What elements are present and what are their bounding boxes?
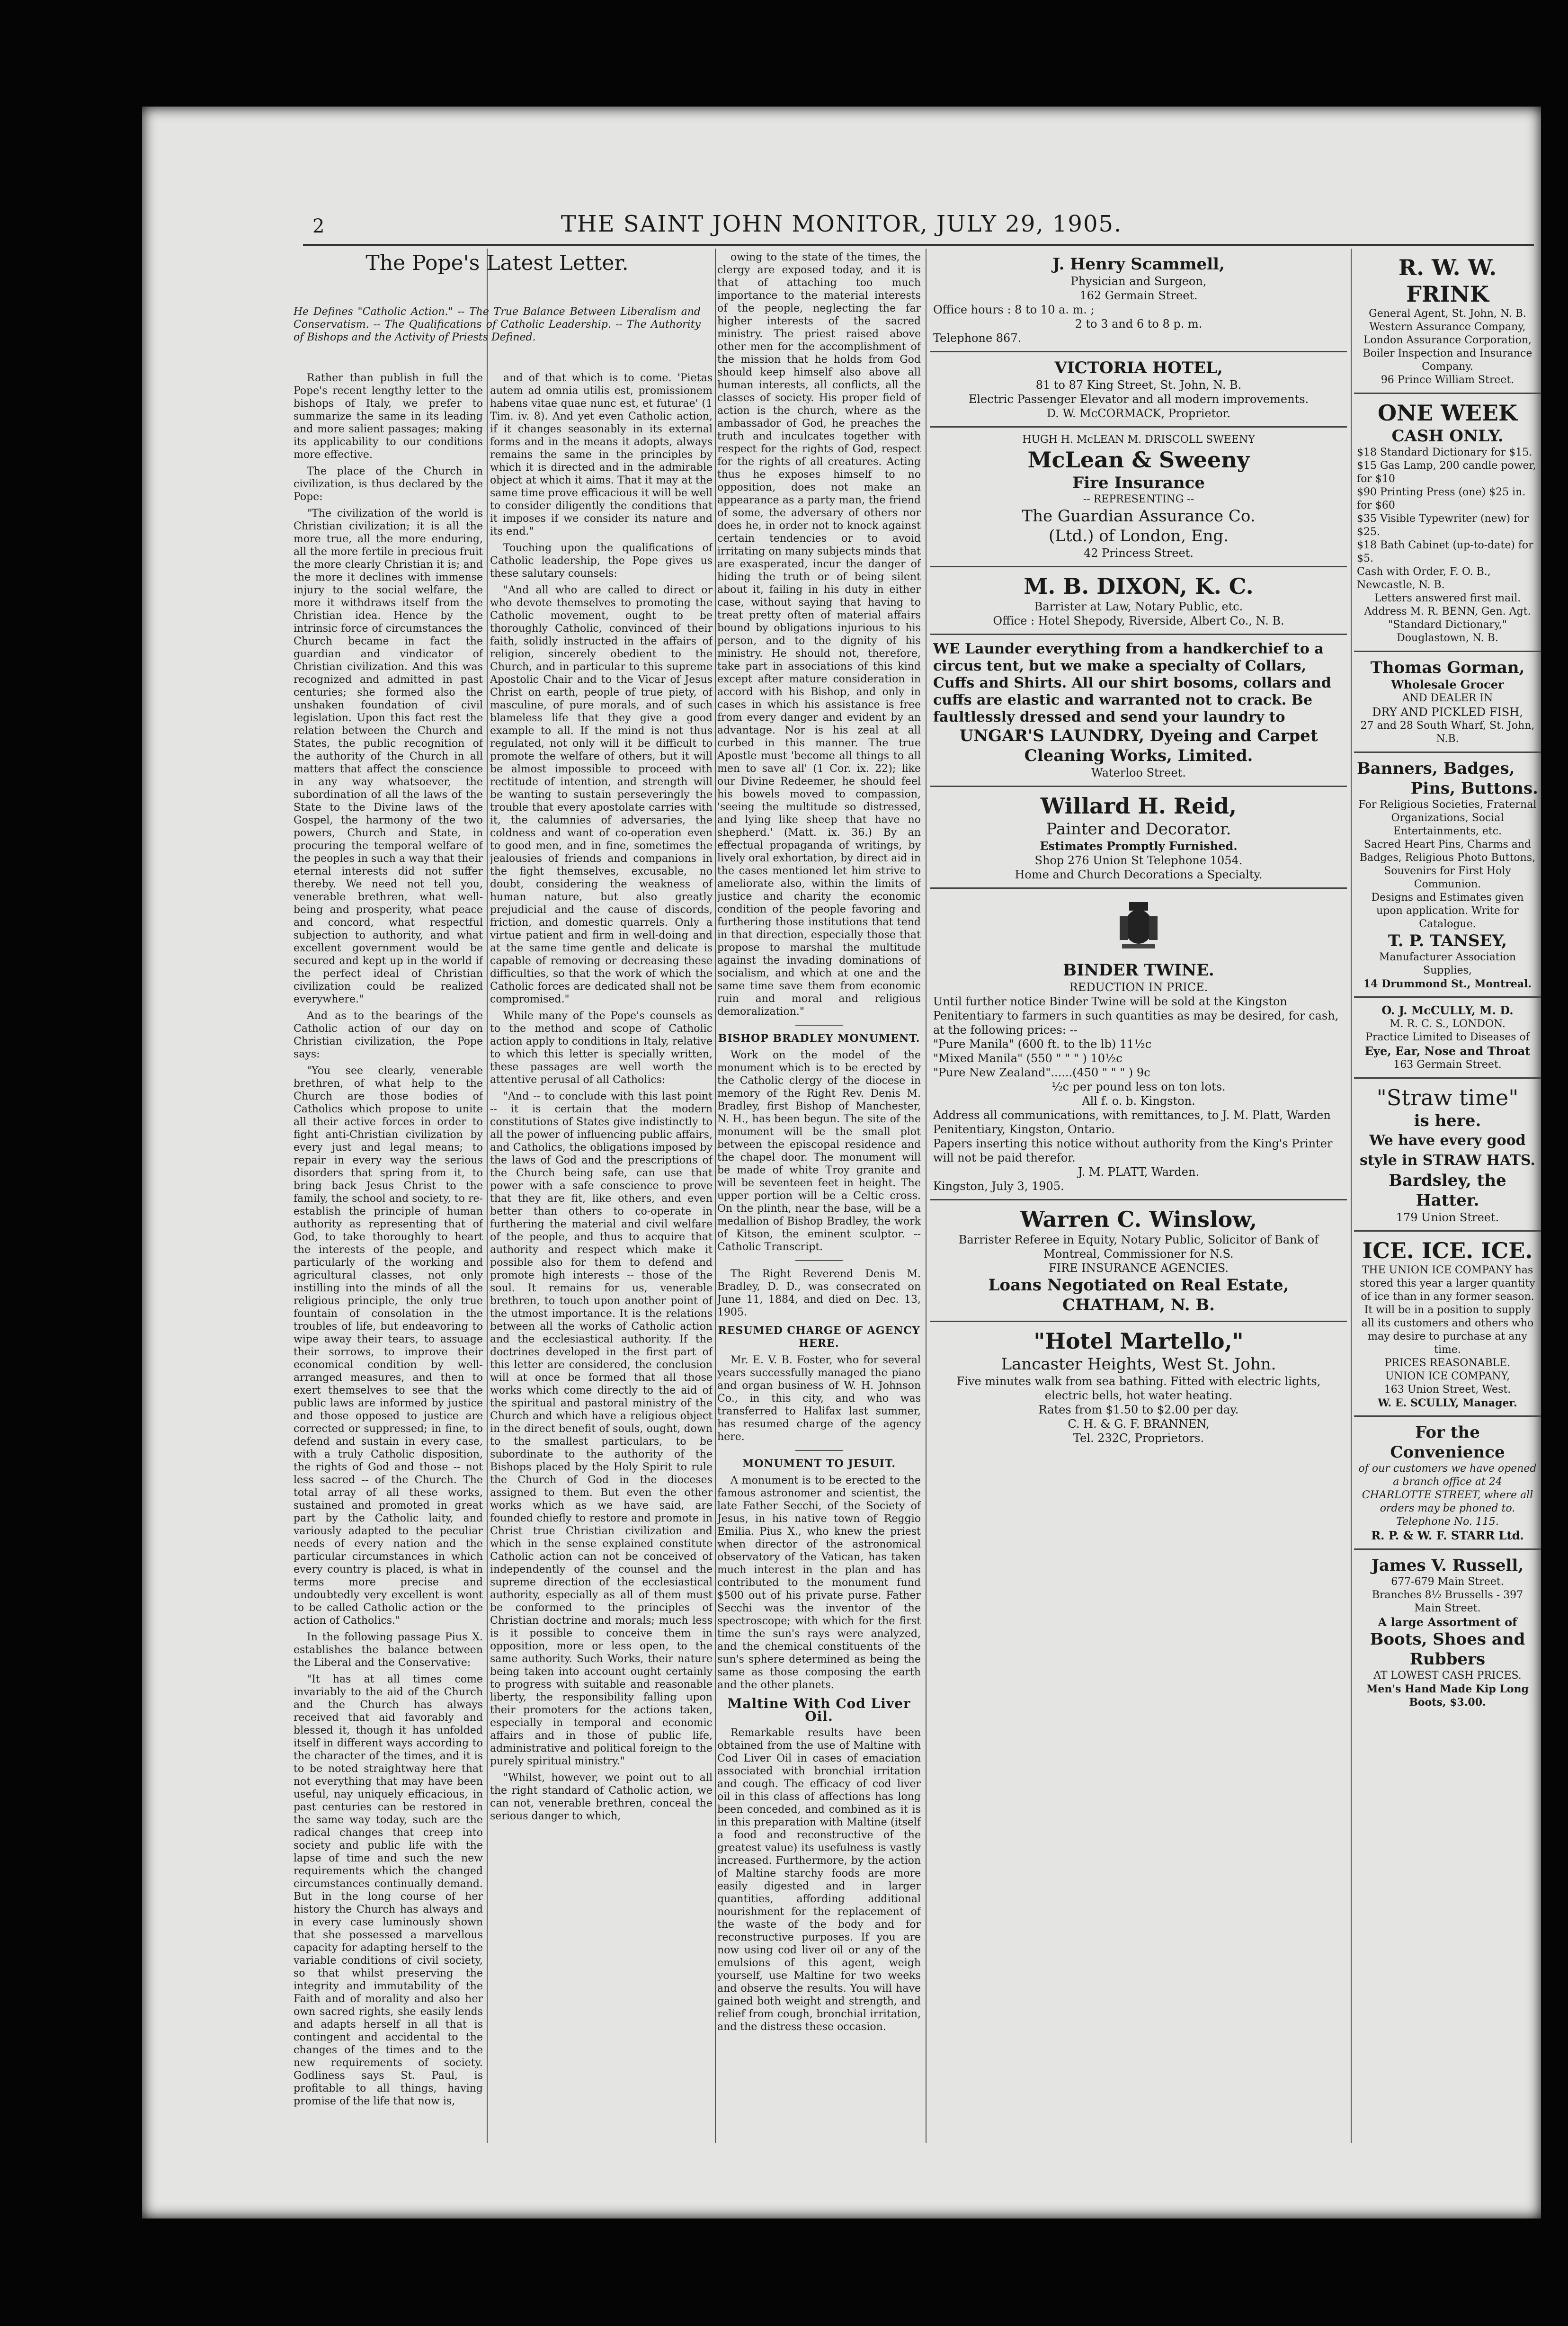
article-column-3	[717, 251, 921, 2169]
column-divider	[1351, 249, 1352, 2143]
article-paragraph: And as to the bearings of the Catholic action of our day on Christian civilization, the Pope says:	[294, 1010, 483, 1060]
article-paragraph: "It has at all times come invariably to the aid of the Church and the Church has always received that aid favorably and blessed it, though it has unfolded itself in different ways according to the character of the times, and it is to be noted straightway here that not everything that may have been useful, nay uniquely efficacious, in past centuries can be restored in the same way today, such are the radical changes that creep into society and public life with the lapse of time and such the new requirements which the changed circumstances continually demand. But in the long course of her history the Church has always and in every case luminously shown that she possessed a marvellous capacity for adapting herself to the variable conditions of civil society, so that whilst preserving the integrity and immutability of the Faith and of morality and also her own sacred rights, she easily lends and adapts herself in all that is contingent and accidental to the changes of the times and to the new requirements of society. Godliness says St. Paul, is profitable to all things, having promise of the life that now is,	[294, 1673, 483, 2107]
monument-heading: BISHOP BRADLEY MONUMENT.	[718, 1032, 920, 1045]
ad-line: Men's Hand Made Kip Long Boots, $3.00.	[1366, 1683, 1529, 1709]
ad-title: Thomas Gorman,	[1370, 658, 1525, 677]
ad-title: Warren C. Winslow,	[1020, 1207, 1257, 1232]
ad-line: Cash with Order, F. O. B., Newcastle, N. B.	[1357, 566, 1491, 591]
ad-line: PRICES REASONABLE.	[1384, 1357, 1511, 1369]
russell-ad	[1354, 1550, 1541, 1715]
masthead	[142, 201, 1541, 244]
article-paragraph: In the following passage Pius X. establishes the balance between the Liberal and the Conservative:	[294, 1631, 483, 1669]
article-headline: The Pope's Latest Letter.	[365, 251, 629, 275]
gorman-ad	[1354, 652, 1541, 753]
winslow-ad	[930, 1200, 1347, 1322]
article-paragraph: Rather than publish in full the Pope's recent lengthy letter to the bishops of Italy, we prefer to summarize the same in its leading and more salient passages; making its applicability to our conditions more effective.	[294, 372, 483, 461]
ad-line: Manufacturer Association Supplies,	[1379, 951, 1516, 976]
ad-line: Fire Insurance	[1072, 474, 1205, 492]
ad-text: WE Launder everything from a handkerchief to a circus tent, but we make a specialty of Collars, Cuffs and Shirts. All our shirt bosoms, collars and cuffs are elastic and warranted not to crack. Be faultlessly dressed and send your laundry to	[933, 641, 1331, 725]
ad-line: Waterloo Street.	[1091, 766, 1186, 779]
agency-text: Mr. E. V. B. Foster, who for several years successfully managed the piano and organ business of W. H. Johnson Co., in this city, and who was transferred to Halifax last summer, has resumed charge of the agency here.	[717, 1354, 921, 1443]
ad-line: CASH ONLY.	[1391, 427, 1504, 446]
ad-title: "Hotel Martello,"	[1033, 1328, 1244, 1354]
ad-line: Five minutes walk from sea bathing. Fitted with electric lights, electric bells, hot water heating.	[956, 1375, 1321, 1402]
ad-line: For Religious Societies, Fraternal Organizations, Social Entertainments, etc.	[1358, 799, 1537, 837]
advertisement-column-right	[1354, 249, 1541, 1715]
article-paragraph: "And -- to conclude with this last point -- it is certain that the modern constitutions of States give indistinctly to all the power of influencing public affairs, and Catholics, the obligations imposed by the laws of God and the prescriptions of the Church being safe, can use that power with a safe conscience to prove that they are fit, like others, and even better than others to co-operate in furthering the material and civil welfare of the people, and thus to acquire that authority and respect which make it possible also for them to defend and promote high interests -- those of the soul. It remains for us, venerable brethren, to touch upon another point of the utmost importance. It is the relations between all the works of Catholic action and the ecclesiastical authority. If the doctrines developed in the first part of this letter are considered, the conclusion will at once be formed that all those works which come directly to the aid of the spiritual and pastoral ministry of the Church and which have a religious object in the direct benefit of souls, ought, down to the smallest particulars, to be subordinate to the authority of the Bishops placed by the Holy Spirit to rule the Church of God in the dioceses assigned to them. But even the other works which as we have said, are founded chiefly to restore and promote in Christ true Christian civilization and which in the sense explained constitute Catholic action can not be conceived of independently of the counsel and the supreme direction of the ecclesiastical authority, especially as all of them must be conformed to the principles of Christian doctrine and morals; much less is it possible to conceive them in opposition, more or less open, to the same authority. Such Works, their nature being taken into account ought certainly to progress with suitable and reasonable liberty, the responsibility falling upon their promoters for the actions taken, especially in temporal and economic affairs and in those of public life, administrative and political foreign to the purely spiritual ministry."	[490, 1091, 713, 1767]
ad-line: M. R. C. S., LONDON.	[1390, 1018, 1506, 1030]
ad-line: General Agent, St. John, N. B.	[1369, 308, 1526, 320]
ad-line: Office hours : 8 to 10 a. m. ;	[933, 303, 1095, 316]
article-deck: He Defines "Catholic Action." -- The True Balance Between Liberalism and Conservatism. -- The Qualifications of Catholic Leadership. -- The Authority of Bishops and the Activity of Priests Defined.	[294, 306, 701, 343]
ad-line: HUGH H. McLEAN M. DRISCOLL SWEENY	[1022, 434, 1255, 446]
ad-line: $18 Bath Cabinet (up-to-date) for $5.	[1357, 539, 1533, 564]
ad-line: ½c per pound less on ton lots.	[1051, 1080, 1226, 1093]
ad-line: The Guardian Assurance Co.	[1022, 507, 1256, 526]
ad-line: Lancaster Heights, West St. John.	[1001, 1355, 1276, 1374]
ad-line: Designs and Estimates given upon application. Write for Catalogue.	[1371, 892, 1524, 930]
ad-title: T. P. TANSEY,	[1388, 931, 1507, 950]
ad-line: C. H. & G. F. BRANNEN,	[1068, 1417, 1210, 1431]
binder-twine-ad	[930, 889, 1347, 1200]
ad-line: of our customers we have opened a branch office at 24 CHARLOTTE STREET, where all orders may be phoned to. Telephone No. 115.	[1358, 1463, 1537, 1528]
ad-title: Bardsley, the Hatter.	[1389, 1171, 1506, 1210]
ad-title: McLean & Sweeny	[1027, 447, 1250, 473]
article-paragraph: owing to the state of the times, the clergy are exposed today, and it is that of attaching too much importance to the material interests of the people, neglecting the far higher interests of the sacred ministry. The priest raised above other men for the accomplishment of the mission that he holds from God should keep himself also above all human interests, all conflicts, all the classes of society. His proper field of action is the church, where as the ambassador of God, he preaches the truth and inculcates together with respect for the rights of God, respect for the rights of all creatures. Acting thus he exposes himself to no opposition, does not make an appearance as a party man, the friend of some, the adversary of others nor does he, in order not to knock against certain tendencies or to avoid irritating on many subjects minds that are exasperated, incur the danger of hiding the truth or of being silent about it, failing in his duty in either case, without saying that having to treat pretty often of material affairs bound by obligations injurious to his person, and to the dignity of his ministry. He should not, therefore, take part in associations of this kind except after mature consideration in accord with his Bishop, and only in cases in which his assistance is free from every danger and evident by an advantage. Nor is his zeal at all curbed in this manner. The true Apostle must 'become all things to all men to save all' (1 Cor. ix. 22); like our Divine Redeemer, he should feel his bowels moved to compassion, 'seeing the multitude so distressed, and lying like sheep that have no shepherd.' (Matt. ix. 36.) By an effectual propaganda of writings, by lively oral exhortation, by direct aid in the cases mentioned let him strive to ameliorate also, within the limits of justice and charity the economic condition of the people favoring and furthering those institutions that tend in that direction, especially those that propose to marshal the multitude against the invading dominations of socialism, and which at one and the same time save them from economic ruin and moral and religious demoralization."	[717, 251, 921, 1018]
one-week-ad	[1354, 394, 1541, 652]
ad-line: 96 Prince William Street.	[1381, 374, 1515, 386]
ad-line: "Mixed Manila" (550 " " " ) 10½c	[933, 1052, 1123, 1065]
ad-line: 27 and 28 South Wharf, St. John, N.B.	[1360, 720, 1535, 745]
ad-line: 163 Union Street, West.	[1384, 1384, 1511, 1396]
ad-line: Physician and Surgeon,	[1070, 275, 1207, 288]
ad-line: DRY AND PICKLED FISH,	[1372, 706, 1523, 719]
ad-line: Estimates Promptly Furnished.	[1040, 839, 1238, 853]
ad-title: Banners, Badges,	[1357, 759, 1515, 778]
ad-line: Letters answered first mail. Address M. R. BENN, Gen. Agt. "Standard Dictionary," Douglastown, N. B.	[1364, 592, 1531, 644]
bardsley-ad	[1354, 1079, 1541, 1232]
maltine-heading: Maltine With Cod Liver Oil.	[727, 1696, 911, 1724]
ad-line: 81 to 87 King Street, St. John, N. B.	[1035, 378, 1242, 392]
ad-line: Shop 276 Union St Telephone 1054.	[1034, 854, 1243, 867]
ad-line: FIRE INSURANCE AGENCIES.	[1048, 1261, 1229, 1275]
ad-title: UNGAR'S LAUNDRY, Dyeing and Carpet Cleaning Works, Limited.	[959, 726, 1318, 765]
ad-line: Painter and Decorator.	[1046, 820, 1231, 839]
ad-line: 42 Princess Street.	[1083, 546, 1194, 560]
ad-line: CHATHAM, N. B.	[1062, 1296, 1215, 1315]
convenience-ad	[1354, 1417, 1541, 1550]
ad-line: $15 Gas Lamp, 200 candle power, for $10	[1357, 460, 1536, 485]
ad-title: ICE. ICE. ICE.	[1362, 1238, 1533, 1263]
ad-line: Kingston, July 3, 1905.	[933, 1180, 1064, 1193]
dixon-ad	[930, 567, 1347, 635]
ad-line: 677-679 Main Street.	[1391, 1576, 1504, 1588]
article-paragraph: "Whilst, however, we point out to all the right standard of Catholic action, we can not, venerable brethren, conceal the serious danger to which,	[490, 1772, 713, 1822]
ad-line: Branches 8½ Brussells - 397 Main Street.	[1372, 1589, 1523, 1614]
ad-title: BINDER TWINE.	[1063, 961, 1214, 980]
ad-line: UNION ICE COMPANY,	[1385, 1370, 1510, 1382]
ad-title: R. W. W. FRINK	[1398, 255, 1497, 307]
ad-line: AND DEALER IN	[1402, 692, 1493, 704]
victoria-hotel-ad	[930, 352, 1347, 428]
ad-line: is here.	[1414, 1111, 1481, 1130]
ad-line: Western Assurance Company, London Assurance Corporation, Boiler Inspection and Insurance Company.	[1363, 321, 1532, 373]
newspaper-page	[142, 107, 1541, 2219]
mccully-ad	[1354, 998, 1541, 1079]
ad-line: Telephone 867.	[933, 331, 1022, 345]
article-paragraph: "You see clearly, venerable brethren, of what help to the Church are those bodies of Catholics which propose to unite all their active forces in order to fight anti-Christian civilization by every just and legal means; to repair in every way the serious disorders that spring from it, to bring back Jesus Christ to the family, the school and society, to re-establish the principle of human authority as representing that of God, to take thoroughly to heart the interests of the people, and particularly of the working and agricultural classes, not only instilling into the minds of all the religious principle, the only true fountain of consolation in the troubles of life, but endeavoring to wipe away their tears, to assuage their sorrows, to improve their economical condition by well-arranged measures, and then to exert themselves to see that the public laws are informed by justice and those opposed to justice are corrected or suppressed; in fine, to defend and sustain in every case, with a truly Catholic disposition, the rights of God and those -- not less sacred -- of the Church. The total array of all these works, sustained and promoted in great part by the Catholic laity, and variously adapted to the peculiar needs of every nation and the particular circumstances in which every country is placed, is what in terms more precise and undoubtedly very excellent is wont to be called Catholic action or the action of Catholics."	[294, 1065, 483, 1627]
ad-line: We have every good style in STRAW HATS.	[1360, 1132, 1535, 1169]
ad-line: Practice Limited to Diseases of	[1365, 1031, 1530, 1043]
ad-line: "Pure New Zealand"......(450 " " " ) 9c	[933, 1066, 1150, 1079]
bradley-note: The Right Reverend Denis M. Bradley, D. D., was consecrated on June 11, 1884, and died on Dec. 13, 1905.	[717, 1268, 921, 1318]
ad-line: J. M. PLATT, Warden.	[1078, 1165, 1200, 1179]
ad-line: R. P. & W. F. STARR Ltd.	[1371, 1529, 1524, 1542]
scammell-ad	[930, 249, 1347, 352]
article-paragraph: and of that which is to come. 'Pietas autem ad omnia utilis est, promissionem habens vitae quae nunc est, et futurae' (1 Tim. iv. 8). And yet even Catholic action, if it changes seasonably in its external forms and in the means it adopts, always remains the same in the principles by which it is directed and in the admirable object at which it aims. That it may at the same time prove efficacious it will be well to consider diligently the conditions that it imposes if we consider its nature and its end."	[490, 372, 713, 537]
union-ice-ad	[1354, 1232, 1541, 1417]
separator	[795, 1025, 843, 1026]
column-divider	[926, 249, 927, 2143]
ad-title: James V. Russell,	[1371, 1556, 1524, 1575]
ad-title: Pins, Buttons.	[1410, 779, 1538, 798]
ad-line: Eye, Ear, Nose and Throat	[1364, 1044, 1531, 1058]
ad-line: Address all communications, with remittances, to J. M. Platt, Warden Penitentiary, Kingston, Ontario.	[933, 1109, 1331, 1136]
ad-title: "Straw time"	[1376, 1085, 1519, 1110]
article-paragraph: "And all who are called to direct or who devote themselves to promoting the Catholic movement, ought to be thoroughly Catholic, convinced of their faith, solidly instructed in the affairs of religion, sincerely obedient to the Church, and in particular to this supreme Apostolic Chair and to the Vicar of Jesus Christ on earth, people of true piety, of masculine, of pure morals, and of such blameless life that they give a good example to all. If the mind is not thus regulated, not only will it be difficult to promote the welfare of others, but it will be almost impossible to proceed with rectitude of intention, and strength will be wanting to sustain perseveringly the trouble that every apostolate carries with it, the calumnies of adversaries, the coldness and want of co-operation even to good men, and in fine, sometimes the jealousies of friends and companions in the fight themselves, excusable, no doubt, considering the weakness of human nature, but also greatly prejudicial and the cause of discords, friction, and domestic quarrels. Only a virtue patient and firm in well-doing and at the same time gentle and delicate is capable of removing or decreasing these difficulties, so that the work of which the Catholic forces are dedicated shall not be compromised."	[490, 584, 713, 1005]
ad-line: 179 Union Street.	[1396, 1211, 1499, 1224]
reid-ad	[930, 787, 1347, 889]
article-paragraph: "The civilization of the world is Christian civilization; it is all the more true, all the more enduring, all the more fertile in precious fruit the more clearly Christian it is; and the more it declines with immense injury to the social welfare, the more it withdraws itself from the Christian idea. Hence by the intrinsic force of circumstances the Church became in fact the guardian and vindicator of Christian civilization. And this was recognized and admitted in past centuries; she formed also the unshaken foundation of civil legislation. Upon this fact rest the relation between the Church and States, the public recognition of the authority of the Church in all matters that affect the conscience in any way whatsoever, the subordination of all the laws of the State to the Divine laws of the Gospel, the harmony of the two powers, Church and State, in procuring the temporal welfare of the peoples in such a way that their eternal interests did not suffer thereby. We need not tell you, venerable brethren, what well-being and prosperity, what peace and concord, what respectful subjection to authority, and what excellent government would be secured and kept up in the world if the perfect ideal of Christian civilization could be realized everywhere."	[294, 508, 483, 1005]
ad-line: AT LOWEST CASH PRICES.	[1373, 1670, 1522, 1682]
ad-line: THE UNION ICE COMPANY has stored this year a larger quantity of ice than in any former season. It will be in a position to supply all its customers and others who may desire to purchase at any time.	[1360, 1264, 1535, 1356]
article-column-3-body	[717, 251, 921, 1018]
ad-line: -- REPRESENTING --	[1083, 493, 1194, 505]
ad-line: Loans Negotiated on Real Estate,	[988, 1276, 1289, 1295]
ad-line: Home and Church Decorations a Specialty.	[1015, 868, 1263, 881]
ad-line: Barrister Referee in Equity, Notary Public, Solicitor of Bank of Montreal, Commissioner for N.S.	[958, 1233, 1319, 1261]
ad-title: VICTORIA HOTEL,	[1054, 358, 1223, 377]
ad-line: 162 Germain Street.	[1079, 289, 1198, 302]
ad-line: Papers inserting this notice without authority from the King's Printer will not be paid therefor.	[933, 1137, 1333, 1164]
ad-line: $35 Visible Typewriter (new) for $25.	[1357, 513, 1529, 538]
ad-line: W. E. SCULLY, Manager.	[1378, 1397, 1517, 1409]
article-column-1-body	[294, 372, 483, 2166]
ad-line: A large Assortment of	[1378, 1615, 1517, 1629]
ad-line: D. W. McCORMACK, Proprietor.	[1046, 407, 1231, 420]
ad-line: Tel. 232C, Proprietors.	[1073, 1431, 1204, 1445]
ad-line: Office : Hotel Shepody, Riverside, Albert Co., N. B.	[993, 614, 1284, 627]
article-deck-box	[294, 305, 701, 362]
agency-heading: RESUMED CHARGE OF AGENCY HERE.	[718, 1324, 920, 1350]
ad-line: Electric Passenger Elevator and all modern improvements.	[968, 393, 1309, 406]
tansey-ad	[1354, 753, 1541, 998]
ad-line: Until further notice Binder Twine will be sold at the Kingston Penitentiary to farmers in such quantities as may be desired, for cash, at the following prices: --	[933, 995, 1339, 1037]
masthead-rule	[303, 244, 1534, 246]
article-column-2-body	[490, 372, 713, 2166]
page-number: 2	[312, 215, 325, 237]
article-paragraph: The place of the Church in civilization, is thus declared by the Pope:	[294, 465, 483, 503]
column-divider	[715, 249, 716, 2143]
article-paragraph: Touching upon the qualifications of Catholic leadership, the Pope gives us these salutary counsels:	[490, 542, 713, 580]
royal-crest-icon	[1110, 897, 1167, 954]
ad-title: Willard H. Reid,	[1040, 793, 1237, 819]
ad-line: 163 Germain Street.	[1393, 1059, 1502, 1071]
ad-line: Sacred Heart Pins, Charms and Badges, Religious Photo Buttons, Souvenirs for First Holy Communion.	[1359, 839, 1536, 890]
separator	[795, 1450, 843, 1451]
ad-title: J. Henry Scammell,	[1052, 255, 1225, 274]
ad-line: 2 to 3 and 6 to 8 p. m.	[1075, 317, 1203, 331]
jesuit-text: A monument is to be erected to the famous astronomer and scientist, the late Father Secchi, of the Society of Jesus, in his native town of Reggio Emilia. Pius X., who knew the priest when director of the astronomical observatory of the Vatican, has taken much interest in the plan and has contributed to the monument fund $500 out of his private purse. Father Secchi was the inventor of the spectroscope; with which for the first time the sun's rays were analyzed, and the chemical constituents of the sun's sphere determined as being the same as those composing the earth and the other planets.	[717, 1475, 921, 1691]
jesuit-heading: MONUMENT TO JESUIT.	[742, 1458, 896, 1470]
advertisement-column-middle	[930, 249, 1347, 1451]
monument-text: Work on the model of the monument which is to be erected by the Catholic clergy of the diocese in memory of the Right Rev. Denis M. Bradley, first Bishop of Manchester, N. H., has been begun. The site of the monument will be the small plot between the episcopal residence and the chapel door. The monument will be made of white Troy granite and will be seventeen feet in height. The upper portion will be a Celtic cross. On the plinth, near the base, will be a medallion of Bishop Bradley, the work of Kitson, the eminent sculptor. -- Catholic Transcript.	[717, 1049, 921, 1253]
article-paragraph: While many of the Pope's counsels as to the method and scope of Catholic action apply to conditions in Italy, relative to which this letter is specially written, these passages are well worth the attentive perusal of all Catholics:	[490, 1010, 713, 1086]
ad-line: Rates from $1.50 to $2.00 per day.	[1038, 1403, 1239, 1416]
ad-title: Boots, Shoes and Rubbers	[1370, 1630, 1525, 1669]
ungar-laundry-ad	[930, 635, 1347, 787]
ad-line: All f. o. b. Kingston.	[1082, 1094, 1195, 1108]
ad-line: REDUCTION IN PRICE.	[1069, 981, 1208, 994]
ad-line: 14 Drummond St., Montreal.	[1363, 978, 1532, 990]
ad-title: For the Convenience	[1390, 1423, 1505, 1462]
ad-line: $90 Printing Press (one) $25 in. for $60	[1357, 486, 1526, 511]
newspaper-title: THE SAINT JOHN MONITOR, JULY 29, 1905.	[561, 211, 1123, 237]
ad-line: (Ltd.) of London, Eng.	[1049, 527, 1229, 546]
ad-title: O. J. McCULLY, M. D.	[1381, 1003, 1514, 1017]
maltine-text: Remarkable results have been obtained from the use of Maltine with Cod Liver Oil in cases of emaciation associated with bronchial irritation and cough. The efficacy of cod liver oil in this class of affections has long been conceded, and combined as it is in this preparation with Maltine (itself a food and reconstructive of the greatest value) its usefulness is vastly increased. Furthermore, by the action of Maltine starchy foods are more easily digested and in larger quantities, affording additional nourishment for the replacement of the waste of the body and for reconstructive purposes. If you are now using cod liver oil or any of the emulsions of this agent, weigh yourself, use Maltine for two weeks and observe the results. You will have gained both weight and strength, and relief from cough, bronchial irritation, and the distress these occasion.	[717, 1727, 921, 2033]
martello-ad	[930, 1322, 1347, 1451]
ad-line: "Pure Manila" (600 ft. to the lb) 11½c	[933, 1038, 1152, 1051]
ad-line: Wholesale Grocer	[1391, 678, 1504, 691]
ad-line: Barrister at Law, Notary Public, etc.	[1034, 600, 1243, 613]
frink-ad	[1354, 249, 1541, 394]
mclean-sweeny-ad	[930, 428, 1347, 567]
ad-title: ONE WEEK	[1378, 400, 1517, 426]
ad-title: M. B. DIXON, K. C.	[1024, 573, 1254, 599]
ad-line: $18 Standard Dictionary for $15.	[1357, 447, 1532, 458]
separator	[795, 1260, 843, 1261]
